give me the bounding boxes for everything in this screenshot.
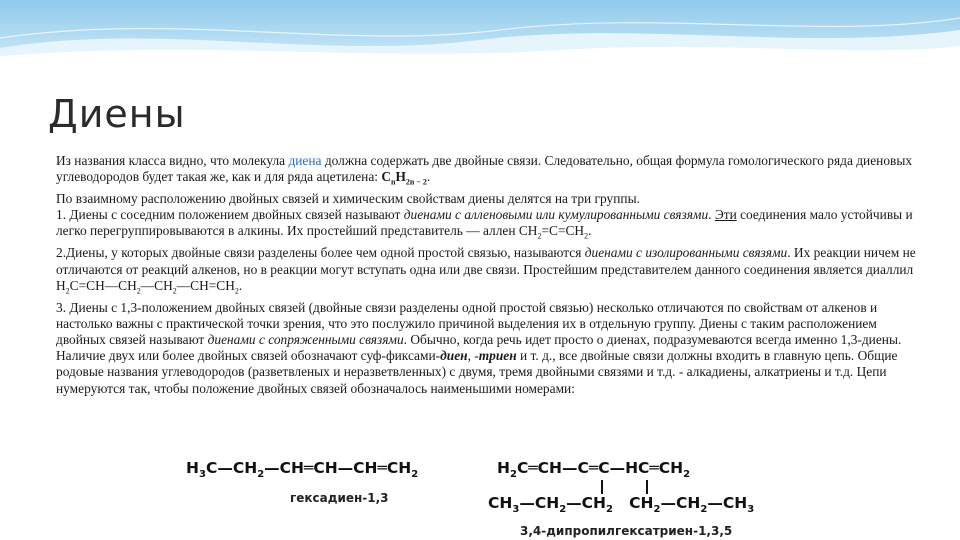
wave-decoration: [0, 0, 960, 62]
header-banner: [0, 0, 960, 62]
hexadiene-label: гексадиен-1,3: [290, 491, 389, 505]
hexadiene-structure: $H_3C—CH_2—CH═CH—CH═CH_2$: [186, 459, 419, 481]
group1-paragraph: 1. Диены с соседним положением двойных связей называют диенами с алленовыми или кумулированными связями. Эти соединения мало устойчивы и легко перегруппировываются в алкины. Их простейший представитель — аллен $CH_2=C=CH_2$.: [56, 207, 913, 242]
diene-link[interactable]: диена: [288, 153, 322, 168]
classification-paragraph: По взаимному расположению двойных связей и химическим свойствам диены делятся на три группы.: [56, 191, 640, 207]
branch-bond-left: [601, 480, 603, 494]
intro-paragraph: Из названия класса видно, что молекула диена должна содержать две двойные связи. Следовательно, общая формула гомологического ряда диеновых углеводородов будет такая же, как и для ряда ацетилена: $C_nH_{2n - 2}$.: [56, 153, 913, 187]
branch-bond-right: [646, 480, 648, 494]
slide-body: [56, 153, 916, 397]
general-formula: $C_nH_{2n - 2}$: [381, 169, 427, 187]
hexatriene-main-chain: $H_2C═CH—C═C—HC═CH_2$: [497, 459, 691, 481]
diallyl-formula: $H_2C=CH—CH_2—CH_2—CH=CH_2$.: [56, 277, 243, 296]
nomenclature-paragraph: Наличие двух или более двойных связей обозначают суф-фиксами-диен, -триен и т. д., все двойные связи должны входить в главную цепь. Общие родовые названия углеводородов (разветвленых и неразветвленных) с двумя, тремя двойными связями и т.д. - алкадиены, алкатриены и т.д. Цепи нумеруются так, чтобы положение двойных связей обозначалось наименьшими номерами:: [56, 348, 898, 396]
slide-title: Диены: [48, 92, 186, 136]
propyl-branches: $CH_3—CH_2—CH_2$ $CH_2—CH_2—CH_3$: [488, 494, 755, 516]
group2-paragraph: 2.Диены, у которых двойные связи разделены более чем одной простой связью, называются диенами с изолированными связями. Их реакции ничем не отличаются от реакций алкенов, но в реакции могут вступать одна или две связи. Простейшим представителем данного соединения является диаллил $H_2C=CH—CH_2—CH_2—CH=CH_2$.: [56, 245, 916, 296]
hexatriene-label: 3,4-дипропилгексатриен-1,3,5: [520, 524, 733, 538]
group3-paragraph: 3. Диены с 1,3-положением двойных связей (двойные связи разделены одной простой связью) несколько отличаются по свойствам от алкенов и настолько важны с практической точки зрения, что это послужило причиной выделения их в отдельную группу. Диены с таким расположением двойных связей называют диенами с сопряженными связями. Обычно, когда речь идет просто о диенах, подразумеваются всегда именно 1,3-диены.: [56, 299, 902, 348]
